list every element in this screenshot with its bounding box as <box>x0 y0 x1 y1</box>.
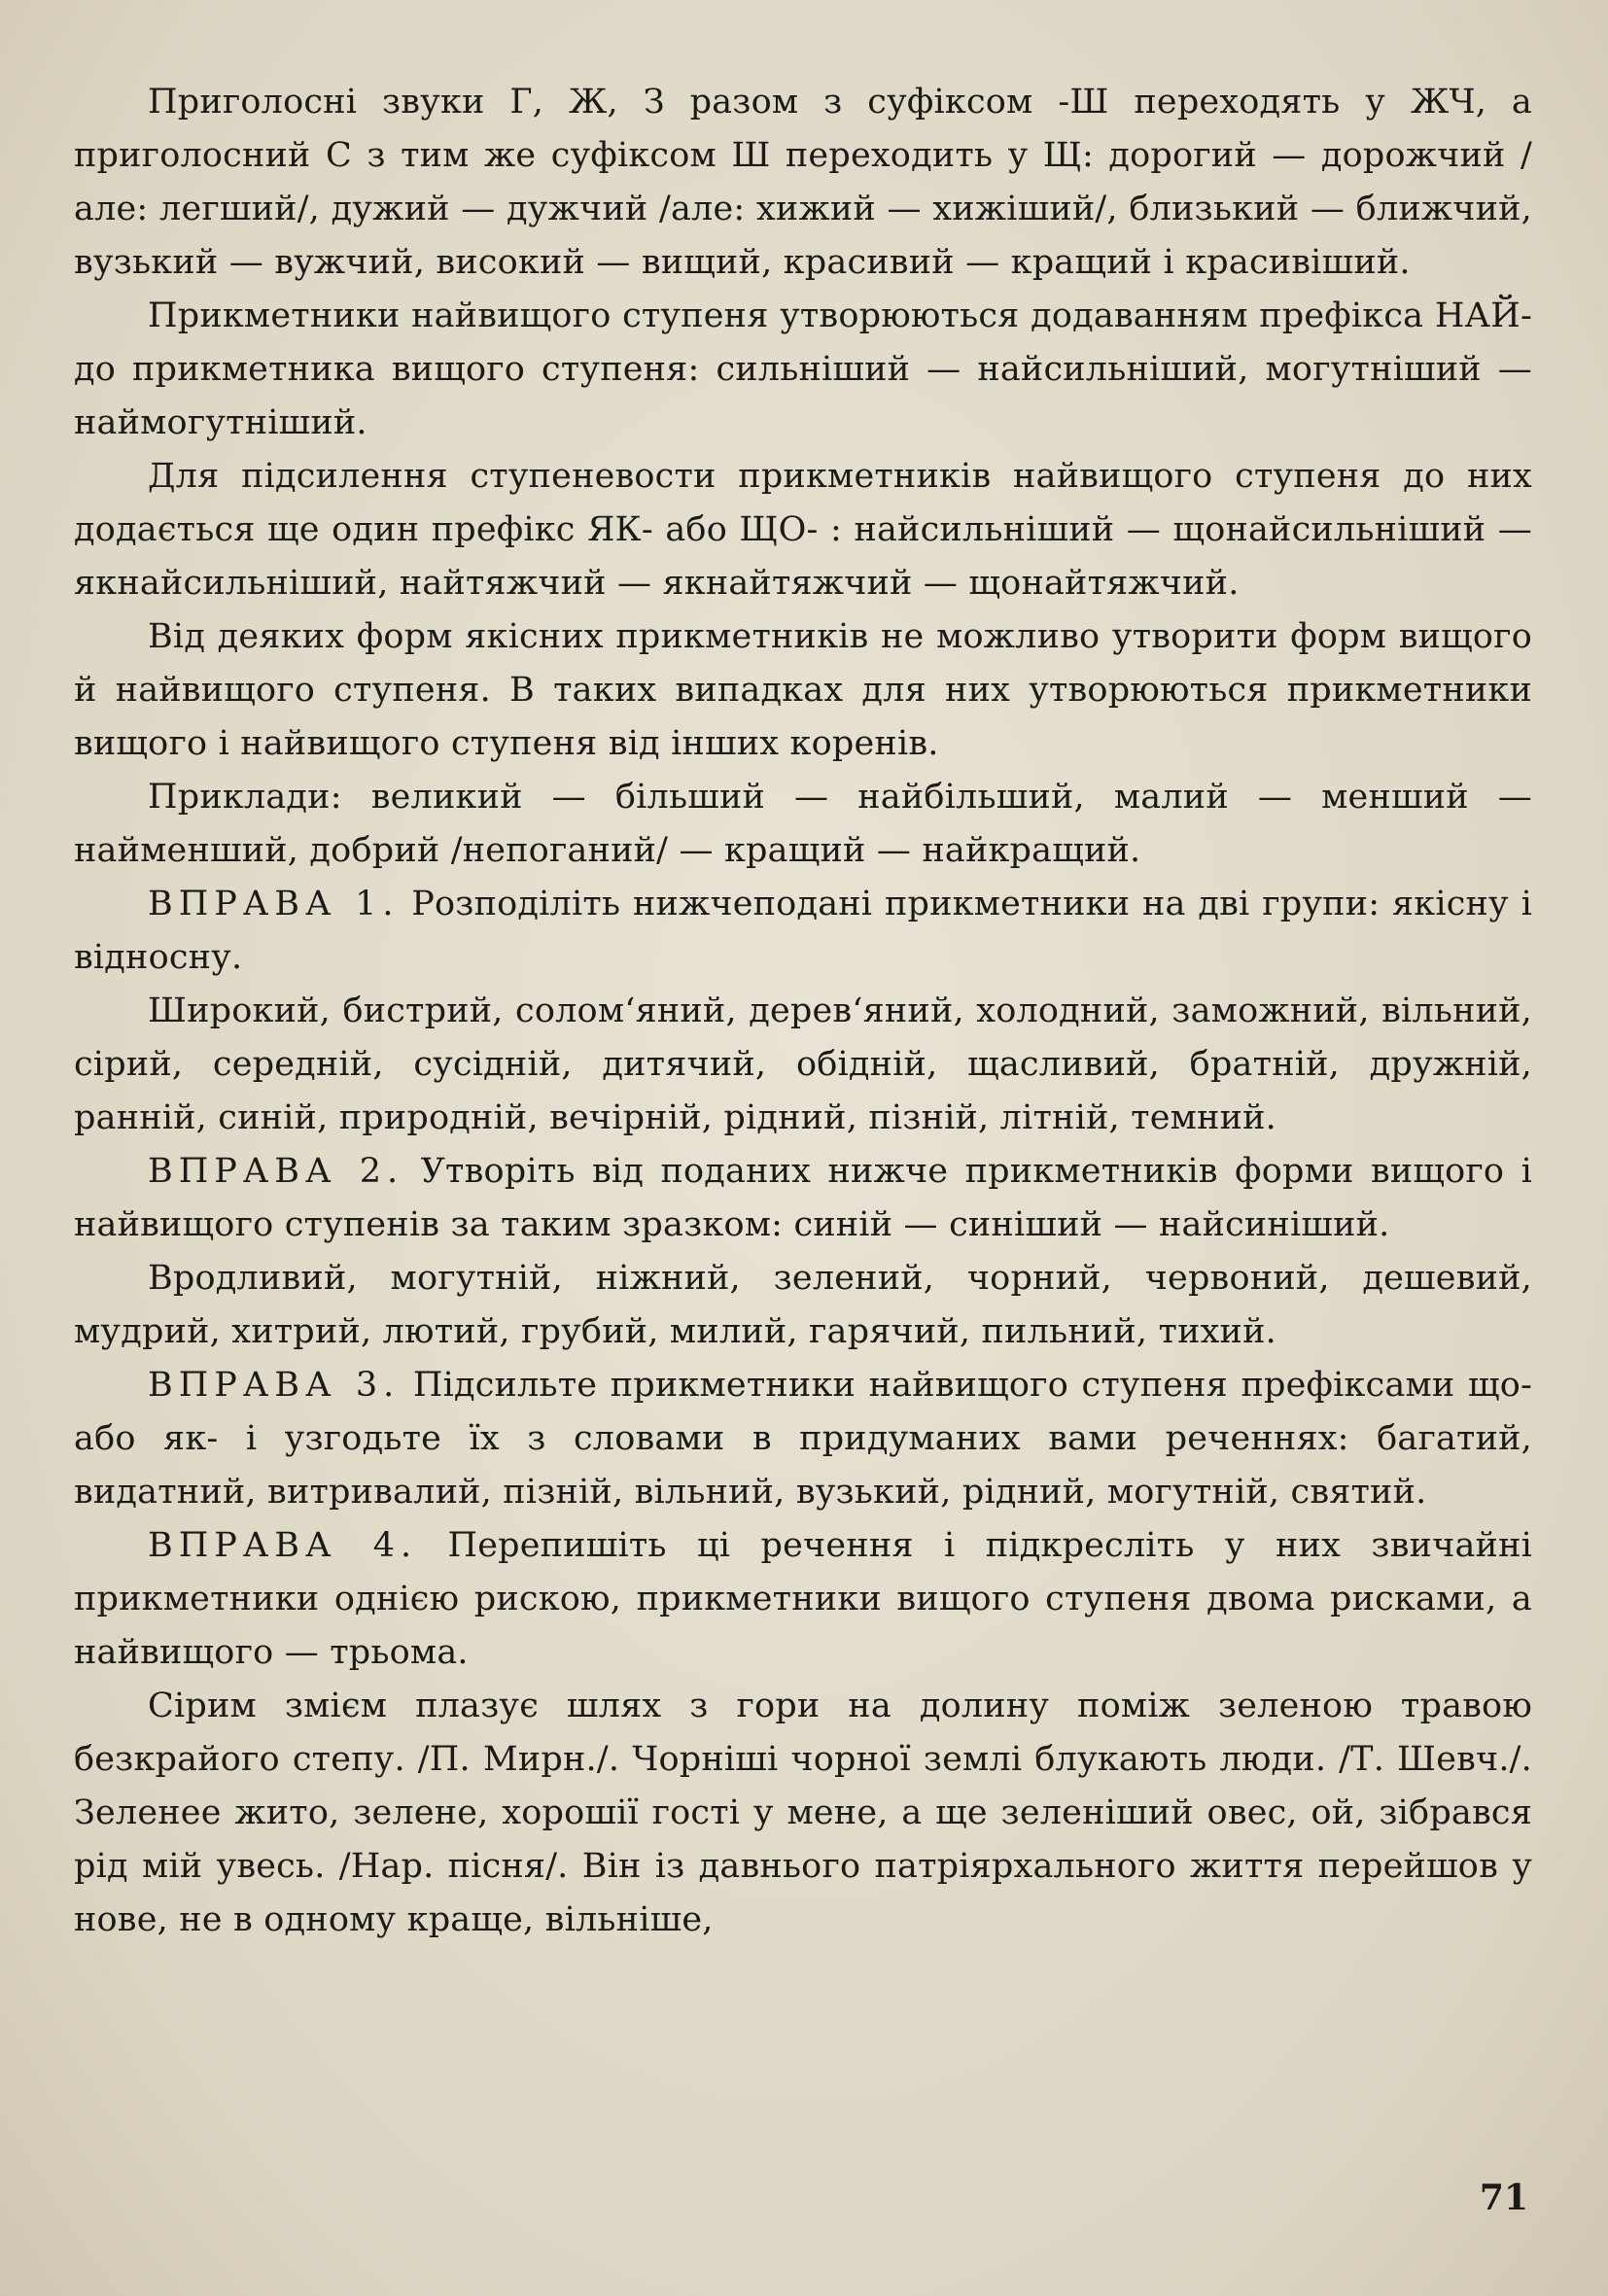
page-number: 71 <box>1479 2177 1528 2218</box>
exercise-4-label: ВПРАВА 4. <box>148 1526 418 1565</box>
exercise-4-heading <box>74 1519 1532 1680</box>
exercise-1-heading <box>74 878 1532 985</box>
exercise-1-text: Широкий, бистрий, солом‘яний, дерев‘яний, холодний, заможний, вільний, сірий, середній, сусідній, дитячий, обідній, щасливий, братній, дружній, ранній, синій, природній, вечірній, рідний, пізній, літній, темний. <box>74 991 1532 1137</box>
exercise-4-instruction: Перепишіть ці речення і підкресліть у них звичайні прикметники однією рискою, прикметники вищого ступеня двома рисками, а найвищого — трьома. <box>74 1526 1533 1672</box>
paragraph-superlative-formation: Прикметники найвищого ступеня утворюються додаванням префікса НАЙ- до прикметника вищого ступеня: сильніший — найсильніший, могутніший — наймогутніший. <box>74 296 1532 442</box>
exercise-3-label: ВПРАВА 3. <box>148 1366 401 1405</box>
exercise-2-heading <box>74 1145 1532 1252</box>
exercise-2-instruction: Утворіть від поданих нижче прикметників форми вищого і найвищого ступенів за таким зразком: синій — синіший — найсиніший. <box>74 1152 1533 1244</box>
exercise-3-instruction: Підсильте прикметники найвищого ступеня префіксами що- або як- і узгодьте їх з словами в придуманих вами реченнях: багатий, видатний, витривалий, пізній, вільний, вузький, рідний, могутній, святий. <box>74 1366 1533 1512</box>
exercise-1-instruction: Розподіліть нижчеподані прикметники на дві групи: якісну і відносну. <box>74 885 1533 977</box>
paragraph-superlative-intensifiers: Для підсилення ступеневости прикметників найвищого ступеня до них додається ще один префікс ЯК- або ЩО- : найсильніший — щонайсильніший — якнайсильніший, найтяжчий — якнайтяжчий — щонайтяжчий. <box>74 457 1532 603</box>
paragraph-examples: Приклади: великий — більший — найбільший, малий — менший — найменший, добрий /непоганий/ — кращий — найкращий. <box>74 778 1532 870</box>
exercise-1-label: ВПРАВА 1. <box>148 885 400 923</box>
body-text <box>74 76 1532 1947</box>
exercise-3-heading <box>74 1359 1532 1519</box>
exercise-2-label: ВПРАВА 2. <box>148 1152 404 1191</box>
exercise-2-text: Вродливий, могутній, ніжний, зелений, чорний, червоний, дешевий, мудрий, хитрий, лютий, грубий, милий, гарячий, пильний, тихий. <box>74 1259 1532 1351</box>
exercise-4-text: Сірим змієм плазує шлях з гори на долину поміж зеленою травою безкрайого степу. /П. Мирн./. Чорніші чорної землі блукають люди. /Т. Шевч./. Зеленее жито, зелене, хорошії гості у мене, а ще зеленіший овес, ой, зібрався рід мій увесь. /Нар. пісня/. Він із давнього патріярхального життя перейшов у нове, не в одному краще, вільніше, <box>74 1687 1532 1939</box>
paragraph-consonant-changes: Приголосні звуки Г, Ж, З разом з суфіксом -Ш переходять у ЖЧ, а приголосний С з тим же суфіксом Ш переходить у Щ: дорогий — дорожчий /але: легший/, дужий — дужчий /але: хижий — хижіший/, близький — ближчий, вузький — вужчий, високий — вищий, красивий — кращий і красивіший. <box>74 83 1532 282</box>
paragraph-irregular-forms: Від деяких форм якісних прикметників не можливо утворити форм вищого й найвищого ступеня. В таких випадках для них утворюються прикметники вищого і найвищого ступеня від інших коренів. <box>74 617 1532 763</box>
